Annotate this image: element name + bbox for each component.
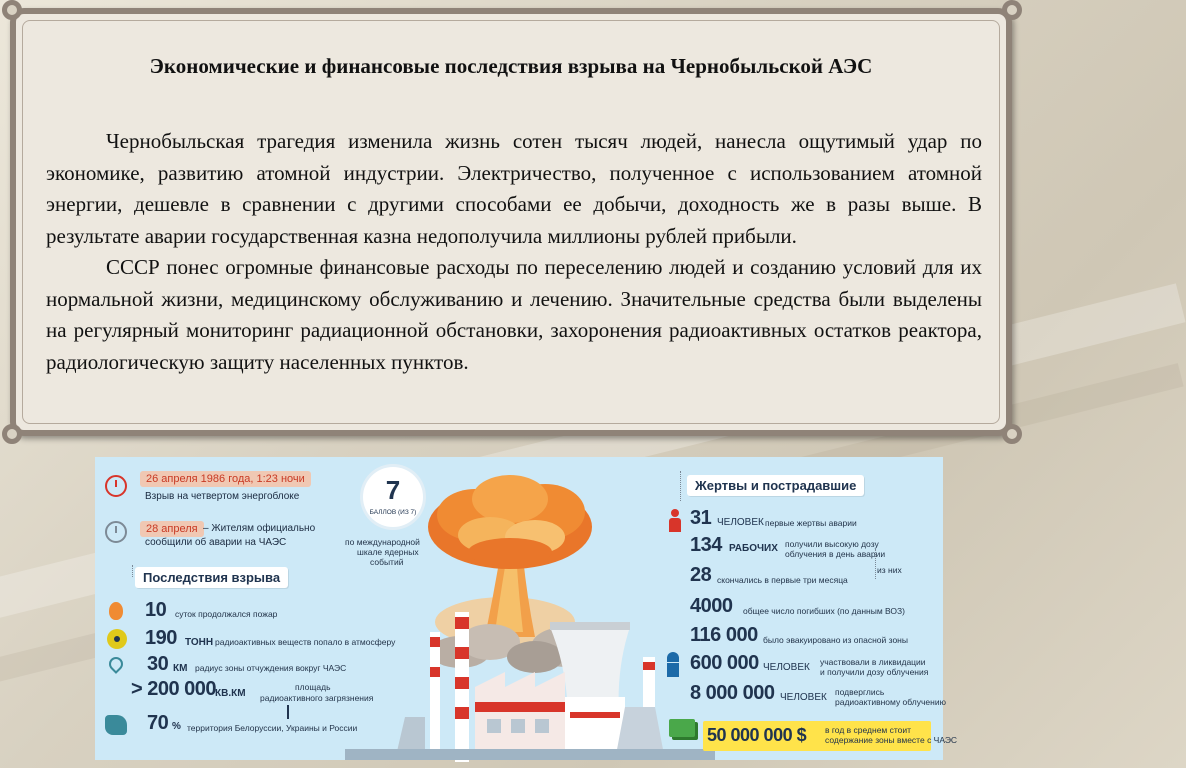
consequence-1-number: 10 — [145, 599, 167, 621]
card-corner-ornament — [1002, 424, 1022, 444]
person-body — [669, 518, 681, 532]
cost-amount: 50 000 000 $ — [707, 725, 807, 745]
money-icon — [669, 719, 695, 737]
victim-6-desc: участвовали в ликвидации — [820, 657, 926, 667]
scale-value: 7 — [385, 475, 401, 505]
consequence-1-desc: суток продолжался пожар — [175, 609, 278, 619]
text-card — [10, 8, 1012, 436]
victim-1-desc: первые жертвы аварии — [765, 518, 857, 528]
victims-header: Жертвы и пострадавшие — [687, 475, 864, 496]
victim-1-unit: ЧЕЛОВЕК — [717, 517, 764, 528]
consequence-4-desc: площадь — [295, 682, 331, 692]
victim-2-desc: получили высокую дозу — [785, 539, 879, 549]
victim-6-desc-2: и получили дозу облучения — [820, 667, 929, 677]
consequence-2-desc: радиоактивных веществ попало в атмосферу — [215, 637, 396, 647]
victim-5-desc: было эвакуировано из опасной зоны — [763, 635, 908, 645]
person-icon — [671, 509, 679, 517]
consequence-5-desc: территория Белоруссии, Украины и России — [187, 723, 358, 733]
cost-desc-2: содержание зоны вместе с ЧАЭС — [825, 735, 958, 745]
victim-6-number: 600 000 — [690, 652, 759, 674]
victim-4-desc: общее число погибших (по данным ВОЗ) — [743, 606, 905, 616]
victim-2-unit: РАБОЧИХ — [729, 543, 778, 554]
victim-2-number: 134 — [690, 534, 722, 556]
consequences-header: Последствия взрыва — [135, 567, 288, 588]
victim-5-number: 116 000 — [690, 624, 758, 646]
consequence-4-number: > 200 000 — [131, 678, 217, 700]
victim-6-unit: ЧЕЛОВЕК — [763, 662, 810, 673]
consequence-3-unit: КМ — [173, 663, 188, 674]
consequence-3-desc: радиус зоны отчуждения вокруг ЧАЭС — [195, 663, 347, 673]
victim-7-desc: подверглись — [835, 687, 885, 697]
event-1-text: Взрыв на четвертом энергоблоке — [145, 491, 300, 502]
paragraph-2: СССР понес огромные финансовые расходы по переселению людей и созданию условий для их нормальной жизни, медицинскому обслуживанию и лечению. Значительные средства были выделены на регулярный мониторинг радиационной обстановки, захоронения радиоактивных остатков реактора, радиологическую защиту населенных пунктов. — [46, 255, 982, 374]
scale-label: БАЛЛОВ (ИЗ 7) — [369, 509, 417, 516]
event-2-text-line1: – Жителям официально — [203, 523, 316, 534]
victim-2-desc-2: облучения в день аварии — [785, 549, 886, 559]
scale-note-3: событий — [370, 557, 404, 567]
slide-body — [46, 126, 982, 378]
bracket-line — [875, 549, 876, 579]
card-corner-ornament — [1002, 0, 1022, 20]
consequence-5-unit: % — [172, 721, 181, 732]
of-them-label: из них — [877, 565, 902, 575]
victim-3-number: 28 — [690, 564, 712, 586]
slide-title: Экономические и финансовые последствия взрыва на Чернобыльской АЭС — [149, 54, 873, 78]
radiation-icon — [107, 629, 127, 649]
paragraph-1: Чернобыльская трагедия изменила жизнь сотен тысяч людей, нанесла ощутимый удар по экономике, развитию атомной индустрии. Электричество, полученное с использованием атомной энергии, дешевле в сравнении с другими способами ее добычи, доходность же в разы выше. В результате аварии государственная казна недополучила миллионы рублей прибыли. — [46, 129, 982, 248]
fire-icon — [109, 602, 123, 620]
map-icon — [105, 715, 127, 735]
chernobyl-infographic — [95, 457, 958, 760]
consequence-4-unit: КВ.КМ — [215, 688, 246, 699]
victim-4-number: 4000 — [690, 595, 733, 617]
scale-note-2: шкале ядерных — [357, 547, 419, 557]
consequence-5-number: 70 — [147, 712, 169, 734]
event-1-date: 26 апреля 1986 года, 1:23 ночи — [140, 471, 311, 487]
consequence-2-number: 190 — [145, 627, 177, 649]
clock-icon — [105, 475, 127, 497]
consequence-3-number: 30 — [147, 653, 169, 675]
connector-line — [680, 471, 681, 501]
cost-desc-1: в год в среднем стоит — [825, 725, 912, 735]
connector-line — [132, 565, 133, 577]
victim-7-unit: ЧЕЛОВЕК — [780, 692, 827, 703]
arrow-down-icon — [287, 705, 289, 719]
card-corner-ornament — [2, 0, 22, 20]
victim-1-number: 31 — [690, 507, 712, 529]
consequence-4-desc-2: радиоактивного загрязнения — [260, 693, 374, 703]
scale-note-1: по международной — [345, 537, 420, 547]
clock-icon — [105, 521, 127, 543]
worker-body — [667, 663, 679, 677]
event-2-date: 28 апреля — [140, 521, 204, 537]
consequence-2-unit: ТОНН — [185, 637, 214, 648]
event-2-text-line2: сообщили об аварии на ЧАЭС — [145, 537, 287, 548]
victim-7-desc-2: радиоактивному облучению — [835, 697, 946, 707]
card-corner-ornament — [2, 424, 22, 444]
worker-icon — [667, 652, 679, 662]
victim-7-number: 8 000 000 — [690, 682, 775, 704]
scale-badge — [363, 467, 423, 527]
victim-3-desc: скончались в первые три месяца — [717, 575, 848, 585]
